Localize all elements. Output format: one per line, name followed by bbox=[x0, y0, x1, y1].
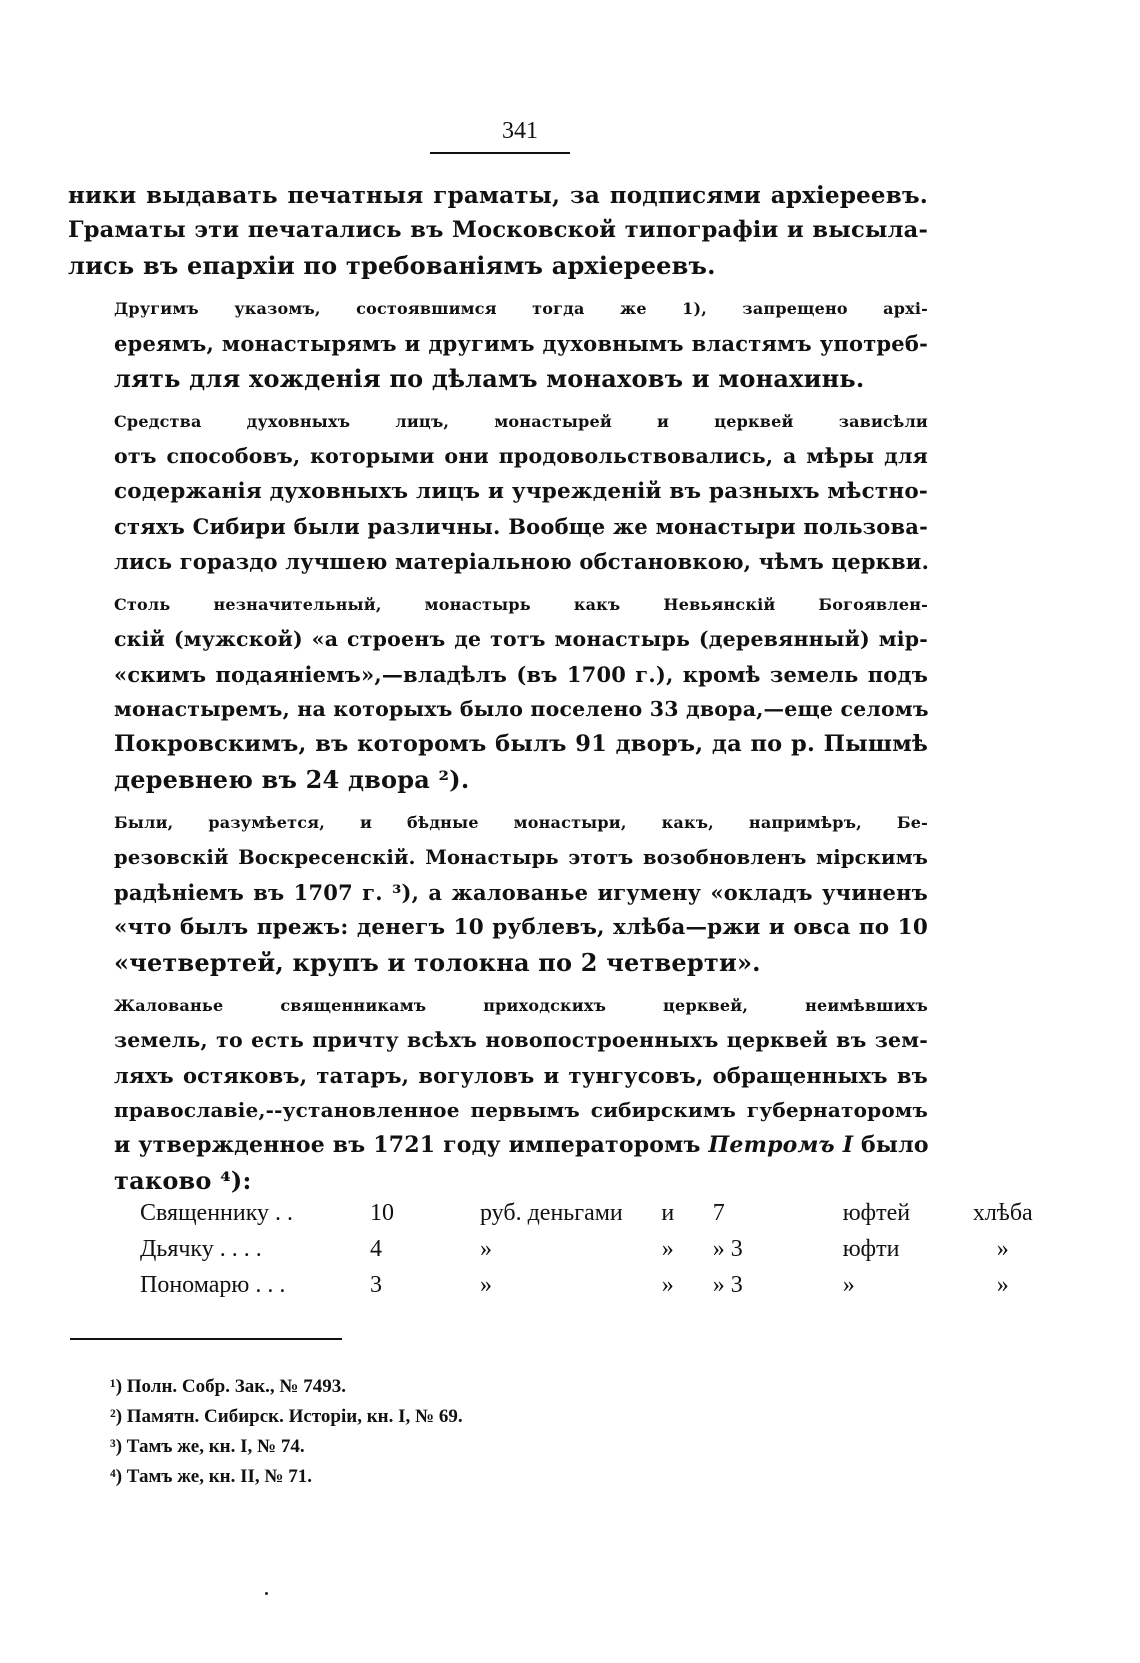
salary-table bbox=[140, 1195, 1033, 1303]
amount-cell: 10 bbox=[370, 1199, 394, 1226]
paragraph-line: Столь незначительный, монастырь какъ Невьянскій Богоявлен- bbox=[114, 595, 928, 614]
bread-unit-cell: » bbox=[842, 1271, 855, 1298]
end-cell: хлѣба bbox=[972, 1199, 1033, 1226]
amount-cell: 3 bbox=[370, 1271, 382, 1298]
paragraph-line: «что былъ прежъ: денегъ 10 рублевъ, хлѣба—ржи и овса по 10 bbox=[114, 915, 928, 940]
italic-name: Петромъ I bbox=[708, 1132, 854, 1158]
paragraph-line: деревнею въ 24 двора ²). bbox=[114, 765, 470, 794]
footnote-4: ⁴) Тамъ же, кн. II, № 71. bbox=[110, 1466, 312, 1487]
paragraph-6 bbox=[68, 988, 928, 1198]
scan-speck bbox=[265, 1592, 268, 1595]
paragraph-line: Средства духовныхъ лицъ, монастырей и церквей зависѣли bbox=[114, 412, 928, 431]
role-cell: Пономарю . . . bbox=[140, 1271, 286, 1298]
end-cell: » bbox=[996, 1271, 1009, 1298]
table-row bbox=[140, 1231, 1033, 1267]
paragraph-3 bbox=[68, 404, 928, 579]
role-cell: Священнику . . bbox=[140, 1199, 294, 1226]
paragraph-line: радѣніемъ въ 1707 г. ³), а жалованье игумену «окладъ учиненъ bbox=[114, 880, 928, 905]
paragraph-line: ляхъ остяковъ, татаръ, вогуловъ и тунгусовъ, обращенныхъ въ bbox=[114, 1063, 928, 1088]
paragraph-line: Другимъ указомъ, состоявшимся тогда же 1), запрещено архі- bbox=[114, 299, 928, 318]
paragraph-line: Покровскимъ, въ которомъ былъ 91 дворъ, да по р. Пышмѣ bbox=[114, 731, 928, 757]
bread-unit-cell: юфтей bbox=[842, 1199, 911, 1226]
line-suffix: было bbox=[853, 1132, 929, 1158]
bread-amount-cell: » 3 bbox=[712, 1271, 743, 1298]
table-row bbox=[140, 1267, 1033, 1303]
table-row bbox=[140, 1195, 1033, 1231]
mid-cell: и bbox=[661, 1199, 675, 1226]
page-number: 341 bbox=[502, 118, 538, 144]
paragraph-line: лять для хожденія по дѣламъ монаховъ и монахинь. bbox=[114, 364, 865, 393]
role-cell: Дьячку . . . . bbox=[140, 1235, 262, 1262]
bread-amount-cell: 7 bbox=[712, 1199, 725, 1226]
paragraph-line: содержанія духовныхъ лицъ и учрежденій въ разныхъ мѣстно- bbox=[114, 479, 928, 504]
unit-cell: » bbox=[480, 1271, 492, 1298]
footnote-1: ¹) Полн. Собр. Зак., № 7493. bbox=[110, 1376, 347, 1397]
paragraph-line: ники выдавать печатныя граматы, за подписями архіереевъ. bbox=[68, 182, 928, 209]
paragraph-line: стяхъ Сибири были различны. Вообще же монастыри пользова- bbox=[114, 514, 928, 539]
paragraph-line: лись гораздо лучшею матеріальною обстановкою, чѣмъ церкви. bbox=[114, 549, 930, 574]
bread-unit-cell: юфти bbox=[842, 1235, 900, 1262]
bread-amount-cell: » 3 bbox=[712, 1235, 743, 1262]
unit-cell: руб. деньгами bbox=[480, 1199, 623, 1226]
paragraph-4 bbox=[68, 587, 928, 797]
end-cell: » bbox=[996, 1235, 1009, 1262]
paragraph-5 bbox=[68, 805, 928, 980]
footnotes bbox=[110, 1372, 463, 1492]
paragraph-line: монастыремъ, на которыхъ было поселено 33 двора,—еще селомъ bbox=[114, 697, 929, 721]
page-number-rule bbox=[430, 152, 570, 154]
amount-cell: 4 bbox=[370, 1235, 382, 1262]
body-text bbox=[68, 178, 928, 1198]
mid-cell: » bbox=[661, 1271, 674, 1298]
paragraph-line: «скимъ подаяніемъ»,—владѣлъ (въ 1700 г.), кромѣ земель подъ bbox=[114, 662, 928, 687]
footnote-2: ²) Памятн. Сибирск. Исторіи, кн. I, № 69. bbox=[110, 1406, 463, 1427]
paragraph-line: лись въ епархіи по требованіямъ архіереевъ. bbox=[68, 251, 716, 280]
unit-cell: » bbox=[480, 1235, 492, 1262]
paragraph-line: Были, разумѣется, и бѣдные монастыри, какъ, напримѣръ, Бе- bbox=[114, 813, 928, 832]
paragraph-line: скій (мужской) «а строенъ де тотъ монастырь (деревянный) мір- bbox=[114, 627, 928, 651]
paragraph-line: таково ⁴): bbox=[114, 1166, 252, 1195]
paragraph-1 bbox=[68, 178, 928, 283]
paragraph-line: Жалованье священникамъ приходскихъ церквей, неимѣвшихъ bbox=[114, 996, 928, 1015]
paragraph-line: «четвертей, крупъ и толокна по 2 четверти». bbox=[114, 948, 761, 977]
paragraph-line: резовскій Воскресенскій. Монастырь этотъ возобновленъ мірскимъ bbox=[114, 846, 928, 869]
paragraph-line-with-italic bbox=[68, 1128, 928, 1163]
line-prefix: и утвержденное въ 1721 году императоромъ bbox=[114, 1132, 709, 1158]
paragraph-line: Граматы эти печатались въ Московской типографіи и высыла- bbox=[68, 217, 928, 243]
paragraph-line: православіе,--установленное первымъ сибирскимъ губернаторомъ bbox=[114, 1098, 928, 1122]
mid-cell: » bbox=[661, 1235, 674, 1262]
footnote-3: ³) Тамъ же, кн. I, № 74. bbox=[110, 1436, 305, 1457]
paragraph-line: ереямъ, монастырямъ и другимъ духовнымъ властямъ употреб- bbox=[114, 331, 928, 356]
footnote-rule bbox=[70, 1338, 342, 1340]
paragraph-line: земель, то есть причту всѣхъ новопостроенныхъ церквей въ зем- bbox=[114, 1028, 928, 1052]
paragraph-2 bbox=[68, 291, 928, 396]
paragraph-line: отъ способовъ, которыми они продовольствовались, а мѣры для bbox=[114, 444, 928, 468]
